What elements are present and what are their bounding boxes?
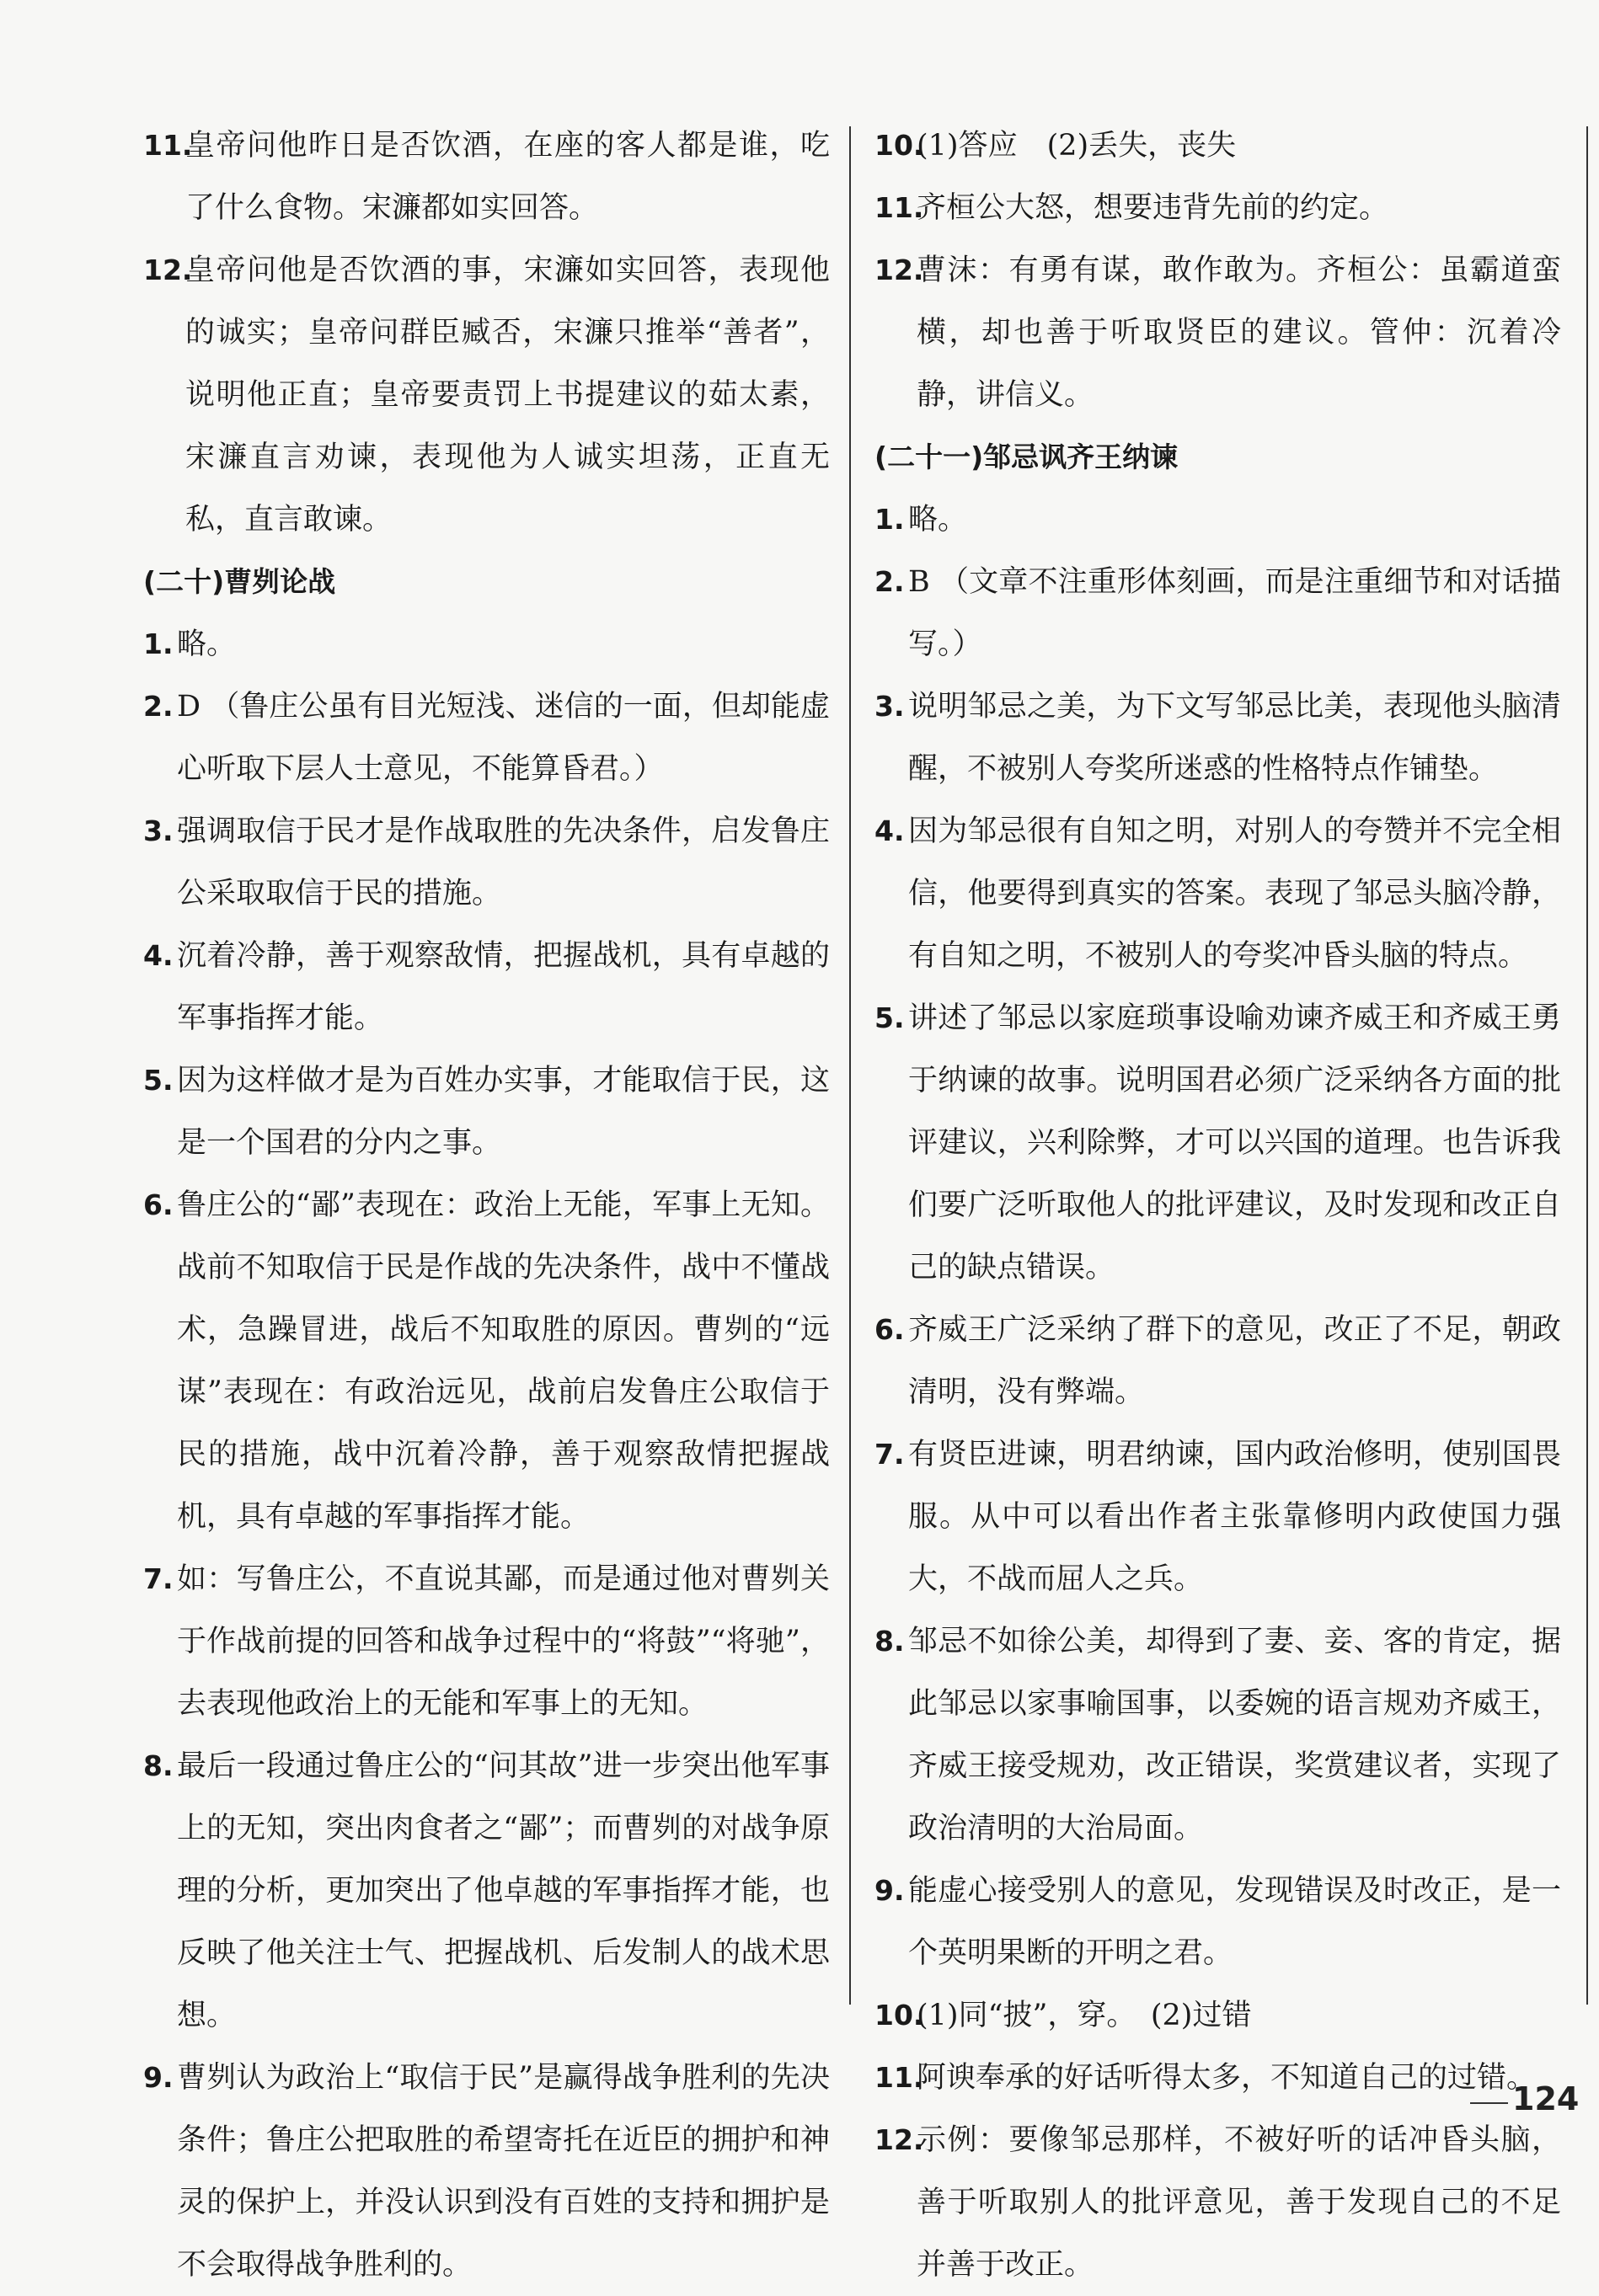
answer-item (874, 2047, 1561, 2109)
answer-number: 11. (143, 129, 193, 162)
answer-number: 10. (874, 1999, 924, 2032)
answer-number: 12. (143, 254, 193, 286)
answer-text: 齐桓公大怒，想要违背先前的约定。 (917, 191, 1389, 225)
answer-number: 7. (143, 1562, 174, 1595)
answer-number: 9. (143, 2061, 174, 2094)
answer-text: 因为邹忌很有自知之明，对别人的夸赞并不完全相信，他要得到真实的答案。表现了邹忌头脑冷静，有自知之明，不被别人的夸奖冲昏头脑的特点。 (908, 814, 1561, 973)
answer-text: 强调取信于民才是作战取胜的先决条件，启发鲁庄公采取取信于民的措施。 (177, 814, 830, 910)
answer-item (143, 1548, 830, 1735)
answer-text: 阿谀奉承的好话听得太多，不知道自己的过错。 (917, 2061, 1537, 2095)
page-number: 124 (1512, 2080, 1580, 2117)
answer-item (143, 115, 830, 239)
answer-text: 曹沫：有勇有谋，敢作敢为。齐桓公：虽霸道蛮横，却也善于听取贤臣的建议。管仲：沉着冷静，讲信义。 (917, 254, 1561, 412)
answer-item (143, 1049, 830, 1174)
answer-item (874, 489, 1561, 551)
answer-number: 8. (143, 1749, 174, 1782)
answer-text: 最后一段通过鲁庄公的“问其故”进一步突出他军事上的无知，突出肉食者之“鄙”；而曹刿的对战争原理的分析，更加突出了他卓越的军事指挥才能，也反映了他关注士气、把握战机、后发制人的战术思想。 (177, 1749, 830, 2032)
right-margin-rule (1586, 126, 1588, 2005)
answer-number: 2. (874, 565, 905, 598)
answer-text: (1)同“披”，穿。 (2)过错 (917, 1999, 1252, 2032)
answer-number: 11. (874, 2061, 924, 2094)
answer-item (874, 1423, 1561, 1610)
page-number-rule (1470, 2102, 1508, 2104)
answer-item (143, 675, 830, 800)
answer-item (874, 1299, 1561, 1423)
answer-text: 邹忌不如徐公美，却得到了妻、妾、客的肯定，据此邹忌以家事喻国事，以委婉的语言规劝齐威王，齐威王接受规劝，改正错误，奖赏建议者，实现了政治清明的大治局面。 (908, 1625, 1561, 1845)
answer-number: 1. (143, 627, 174, 660)
answer-number: 8. (874, 1625, 905, 1658)
answer-item (143, 1174, 830, 1548)
answer-text: (1)答应 (2)丢失，丧失 (917, 129, 1237, 163)
answer-item (143, 239, 830, 551)
section-heading: (二十)曹刿论战 (143, 565, 336, 598)
answer-text: 曹刿认为政治上“取信于民”是赢得战争胜利的先决条件；鲁庄公把取胜的希望寄托在近臣的拥护和神灵的保护上，并没认识到没有百姓的支持和拥护是不会取得战争胜利的。 (177, 2061, 830, 2282)
answer-text: 皇帝问他是否饮酒的事，宋濂如实回答，表现他的诚实；皇帝问群臣臧否，宋濂只推举“善者”，说明他正直；皇帝要责罚上书提建议的茹太素，宋濂直言劝谏，表现他为人诚实坦荡，正直无私，直言敢谏。 (185, 254, 830, 537)
answer-text: 鲁庄公的“鄙”表现在：政治上无能，军事上无知。战前不知取信于民是作战的先决条件，战中不懂战术，急躁冒进，战后不知取胜的原因。曹刿的“远谋”表现在：有政治远见，战前启发鲁庄公取信于民的措施，战中沉着冷静，善于观察敌情把握战机，具有卓越的军事指挥才能。 (177, 1188, 830, 1534)
answer-text: 齐威王广泛采纳了群下的意见，改正了不足，朝政清明，没有弊端。 (908, 1313, 1561, 1409)
answer-number: 5. (143, 1064, 174, 1097)
answer-item (874, 1860, 1561, 1984)
answer-number: 12. (874, 2123, 924, 2156)
section-heading: (二十一)邹忌讽齐王纳谏 (874, 441, 1179, 473)
answer-text: D （鲁庄公虽有目光短浅、迷信的一面，但却能虚心听取下层人士意见，不能算昏君。） (177, 690, 830, 786)
column-divider (849, 126, 851, 2005)
answer-text: 说明邹忌之美，为下文写邹忌比美，表现他头脑清醒，不被别人夸奖所迷惑的性格特点作铺垫。 (908, 690, 1561, 786)
answer-item (874, 1610, 1561, 1860)
answer-text: 沉着冷静，善于观察敌情，把握战机，具有卓越的军事指挥才能。 (177, 939, 830, 1035)
answer-item (874, 551, 1561, 675)
answer-item (874, 987, 1561, 1299)
answer-item (143, 1735, 830, 2047)
answer-text: 讲述了邹忌以家庭琐事设喻劝谏齐威王和齐威王勇于纳谏的故事。说明国君必须广泛采纳各方面的批评建议，兴利除弊，才可以兴国的道理。也告诉我们要广泛听取他人的批评建议，及时发现和改正自己的缺点错误。 (908, 1001, 1561, 1284)
answer-item (143, 800, 830, 925)
answer-number: 6. (874, 1313, 905, 1346)
answer-text: 略。 (177, 627, 237, 661)
answer-text: 因为这样做才是为百姓办实事，才能取信于民，这是一个国君的分内之事。 (177, 1064, 830, 1160)
answer-item (874, 800, 1561, 987)
right-column (874, 115, 1561, 2296)
answer-item (874, 239, 1561, 426)
answer-item (874, 675, 1561, 800)
answer-number: 4. (874, 814, 905, 847)
answer-text: 略。 (908, 503, 968, 537)
answer-item (874, 2109, 1561, 2296)
answer-text: 示例：要像邹忌那样，不被好听的话冲昏头脑，善于听取别人的批评意见，善于发现自己的不足并善于改正。 (917, 2123, 1561, 2282)
answer-text: 能虚心接受别人的意见，发现错误及时改正，是一个英明果断的开明之君。 (908, 1874, 1561, 1970)
answer-item (874, 177, 1561, 239)
left-column (143, 115, 830, 2296)
answer-number: 5. (874, 1001, 905, 1034)
answer-number: 7. (874, 1438, 905, 1471)
answer-number: 1. (874, 503, 905, 536)
answer-number: 11. (874, 191, 924, 224)
answer-number: 9. (874, 1874, 905, 1907)
answer-number: 4. (143, 939, 174, 972)
answer-number: 12. (874, 254, 924, 286)
answer-item (143, 925, 830, 1049)
answer-number: 3. (874, 690, 905, 723)
answer-text: 有贤臣进谏，明君纳谏，国内政治修明，使别国畏服。从中可以看出作者主张靠修明内政使国力强大，不战而屈人之兵。 (908, 1438, 1561, 1596)
answer-number: 2. (143, 690, 174, 723)
answer-item (874, 1984, 1561, 2047)
answer-number: 6. (143, 1188, 174, 1221)
answer-item (874, 115, 1561, 177)
answer-item (143, 613, 830, 675)
answer-text: B （文章不注重形体刻画，而是注重细节和对话描写。） (908, 565, 1561, 661)
answer-text: 如：写鲁庄公，不直说其鄙，而是通过他对曹刿关于作战前提的回答和战争过程中的“将鼓”“将驰”，去表现他政治上的无能和军事上的无知。 (177, 1562, 830, 1721)
answer-item (143, 2047, 830, 2296)
answer-number: 3. (143, 814, 174, 847)
answer-number: 10. (874, 129, 924, 162)
answer-text: 皇帝问他昨日是否饮酒，在座的客人都是谁，吃了什么食物。宋濂都如实回答。 (185, 129, 830, 225)
